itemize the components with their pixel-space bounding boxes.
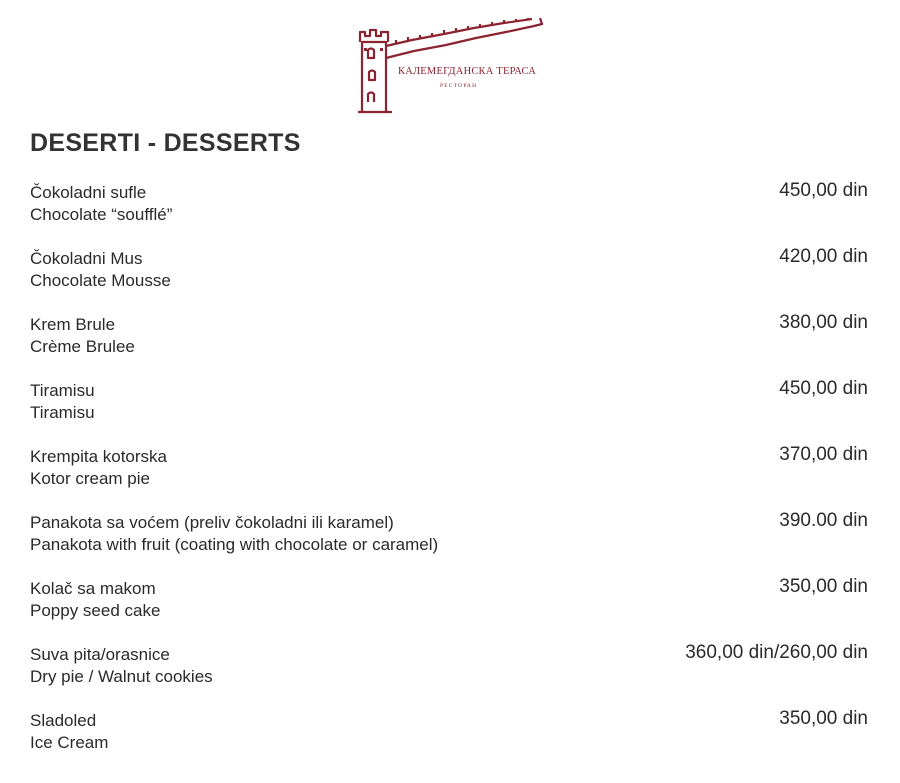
menu-item bbox=[30, 578, 868, 644]
menu-item bbox=[30, 512, 868, 578]
menu-item bbox=[30, 644, 868, 710]
item-name-serbian: Tiramisu bbox=[30, 381, 95, 400]
item-price: 380,00 din bbox=[779, 312, 868, 333]
item-price: 450,00 din bbox=[779, 378, 868, 399]
menu-item bbox=[30, 710, 868, 776]
menu-item bbox=[30, 446, 868, 512]
item-name-english: Panakota with fruit (coating with chocolate or caramel) bbox=[30, 535, 439, 554]
menu-item bbox=[30, 314, 868, 380]
item-name-serbian: Krempita kotorska bbox=[30, 447, 167, 466]
item-price: 450,00 din bbox=[779, 180, 868, 201]
item-name-serbian: Kolač sa makom bbox=[30, 579, 156, 598]
item-name-serbian: Panakota sa voćem (preliv čokoladni ili karamel) bbox=[30, 513, 394, 532]
item-price: 360,00 din/260,00 din bbox=[685, 642, 868, 663]
item-name-serbian: Čokoladni sufle bbox=[30, 183, 147, 202]
item-name-english: Chocolate “soufflé” bbox=[30, 205, 173, 224]
item-name-english: Ice Cream bbox=[30, 733, 109, 752]
item-price: 350,00 din bbox=[779, 576, 868, 597]
item-price: 420,00 din bbox=[779, 246, 868, 267]
section-title: DESERTI - DESSERTS bbox=[30, 129, 301, 157]
item-name-english: Crème Brulee bbox=[30, 337, 135, 356]
item-name-english: Kotor cream pie bbox=[30, 469, 150, 488]
logo-subtitle: РЕСТОРАН bbox=[440, 83, 478, 89]
item-price: 350,00 din bbox=[779, 708, 868, 729]
item-price: 390.00 din bbox=[779, 510, 868, 531]
item-name-english: Chocolate Mousse bbox=[30, 271, 171, 290]
dessert-list bbox=[30, 182, 868, 776]
item-name-serbian: Čokoladni Mus bbox=[30, 249, 143, 268]
item-name-serbian: Sladoled bbox=[30, 711, 97, 730]
item-name-english: Poppy seed cake bbox=[30, 601, 161, 620]
menu-item bbox=[30, 248, 868, 314]
item-name-english: Tiramisu bbox=[30, 403, 95, 422]
item-name-serbian: Krem Brule bbox=[30, 315, 116, 334]
item-name-serbian: Suva pita/orasnice bbox=[30, 645, 170, 664]
item-price: 370,00 din bbox=[779, 444, 868, 465]
menu-item bbox=[30, 380, 868, 446]
menu-item bbox=[30, 182, 868, 248]
restaurant-logo bbox=[356, 18, 546, 114]
logo-title: КАЛЕМЕГДАНСКА ТЕРАСА bbox=[398, 66, 537, 77]
item-name-english: Dry pie / Walnut cookies bbox=[30, 667, 213, 686]
